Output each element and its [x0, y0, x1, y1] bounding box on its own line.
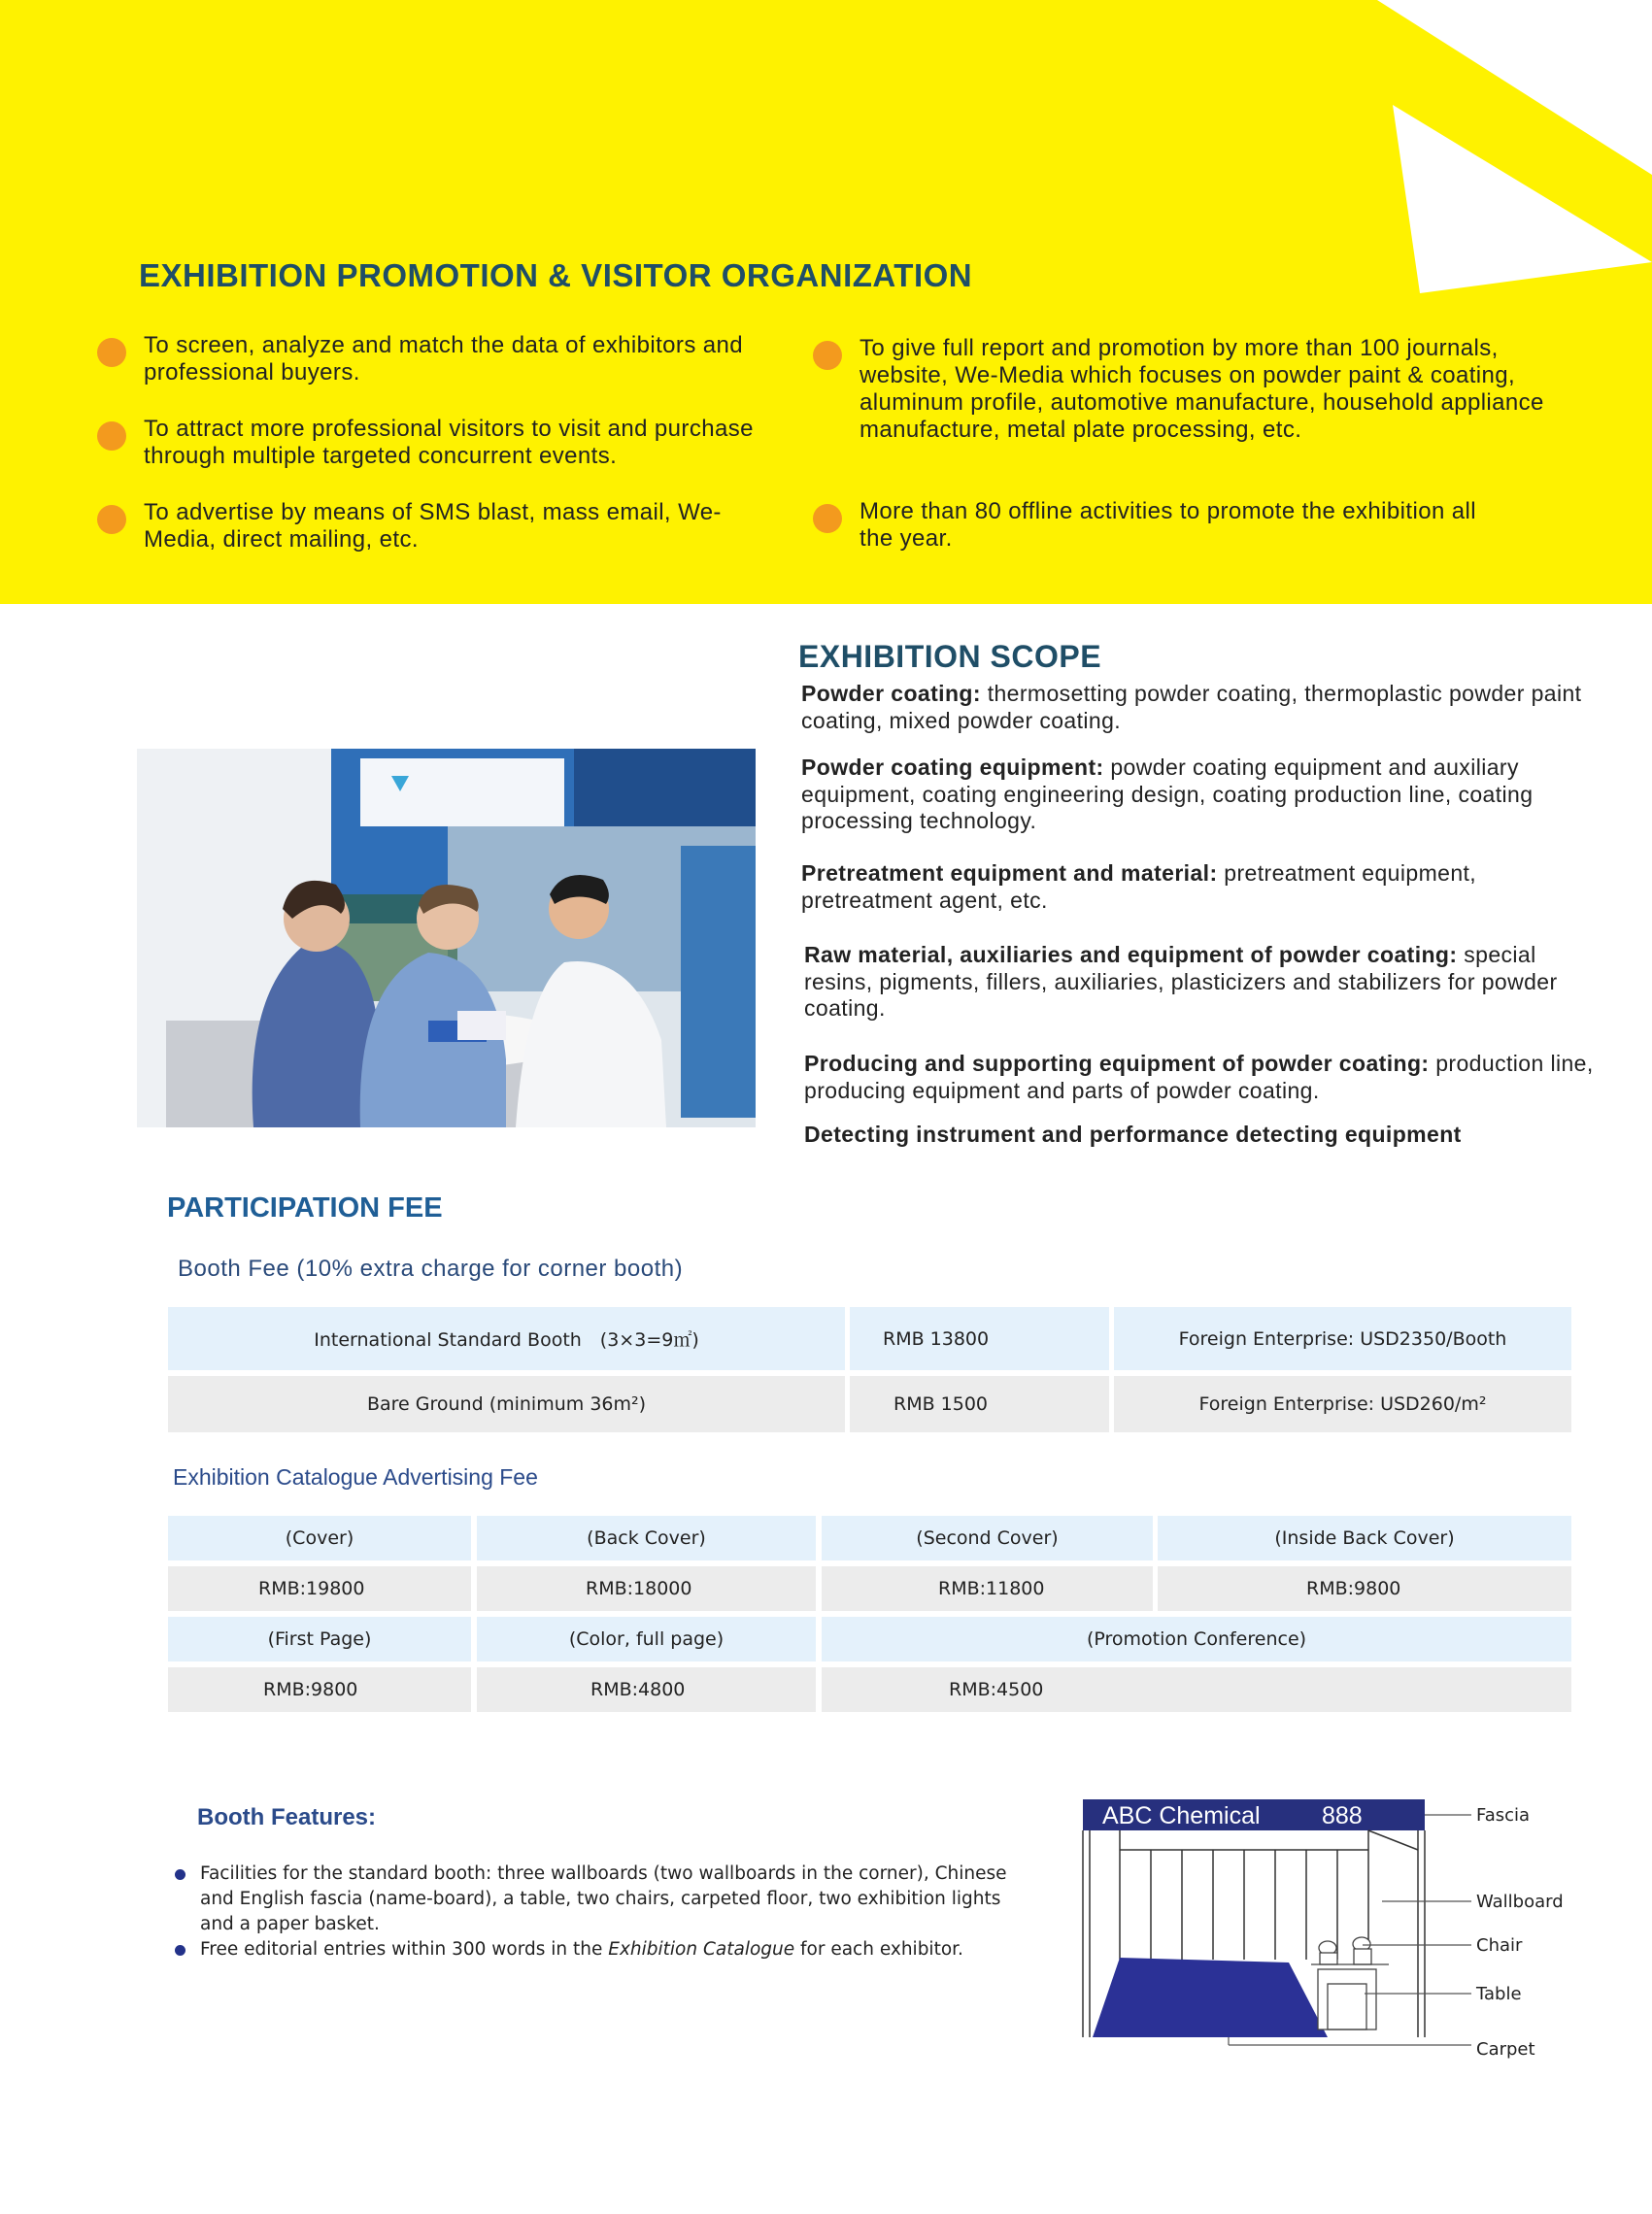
catalogue-label-cell: (Promotion Conference) — [822, 1617, 1571, 1661]
catalogue-price-cell: RMB:9800 — [168, 1667, 471, 1712]
scope-title: EXHIBITION SCOPE — [798, 639, 1102, 674]
bullet-icon — [175, 1945, 185, 1956]
bullet-icon — [175, 1869, 185, 1880]
orange-bullet-icon — [97, 338, 126, 367]
feature-item: Free editorial entries within 300 words in the Exhibition Catalogue for each exhibitor. — [175, 1937, 1039, 1962]
label-wallboard: Wallboard — [1476, 1892, 1564, 1912]
scope-item-powder-coating: Powder coating: thermosetting powder coating, thermoplastic powder paint coating, mixed powder coating. — [801, 681, 1582, 733]
fascia-booth-number: 888 — [1322, 1802, 1363, 1829]
label-table: Table — [1476, 1984, 1522, 2004]
features-title: Booth Features: — [197, 1804, 377, 1830]
orange-bullet-icon — [97, 421, 126, 451]
catalogue-price-cell: RMB:4500 — [822, 1667, 1571, 1712]
fascia-company-name: ABC Chemical — [1102, 1802, 1261, 1829]
booth-type-cell: International Standard Booth (3×3=9㎡) — [168, 1307, 845, 1370]
promotion-item: To attract more professional visitors to visit and purchase through multiple targeted concurrent events. — [97, 416, 796, 470]
scope-item-producing-equipment: Producing and supporting equipment of powder coating: production line, producing equipment and parts of powder coating. — [804, 1051, 1594, 1103]
catalogue-price-cell: RMB:19800 — [168, 1566, 471, 1611]
promotion-section — [0, 0, 1652, 604]
promotion-item: To give full report and promotion by more than 100 journals, website, We-Media which focuses on powder paint & coating, aluminum profile, automotive manufacture, household appliance manufacture, metal plate processing, etc. — [813, 335, 1570, 444]
label-carpet: Carpet — [1476, 2039, 1535, 2060]
booth-rmb-cell: RMB 13800 — [850, 1307, 1109, 1370]
orange-bullet-icon — [813, 341, 842, 370]
table-and-chairs — [1311, 1937, 1389, 2030]
promotion-item: To screen, analyze and match the data of exhibitors and professional buyers. — [97, 332, 777, 386]
exhibition-meeting-photo — [137, 749, 756, 1127]
catalogue-price-cell: RMB:11800 — [822, 1566, 1153, 1611]
orange-bullet-icon — [813, 504, 842, 533]
promotion-item: More than 80 offline activities to promote the exhibition all the year. — [813, 498, 1512, 553]
catalogue-label-cell: (Inside Back Cover) — [1158, 1516, 1571, 1560]
booth-foreign-cell: Foreign Enterprise: USD260/m² — [1114, 1376, 1571, 1432]
booth-foreign-cell: Foreign Enterprise: USD2350/Booth — [1114, 1307, 1571, 1370]
booth-type-cell: Bare Ground (minimum 36m²) — [168, 1376, 845, 1432]
standard-booth-diagram — [1073, 1790, 1578, 2066]
catalogue-price-cell: RMB:4800 — [477, 1667, 816, 1712]
promotion-item: To advertise by means of SMS blast, mass email, We-Media, direct mailing, etc. — [97, 499, 777, 554]
booth-fee-subtitle: Booth Fee (10% extra charge for corner booth) — [178, 1256, 684, 1282]
orange-bullet-icon — [97, 505, 126, 534]
feature-item: Facilities for the standard booth: three wallboards (two wallboards in the corner), Chinese and English fascia (name-board), a table, two chairs, carpeted floor, two exhibition lights and a paper basket. — [175, 1862, 1039, 1937]
catalogue-label-cell: (Second Cover) — [822, 1516, 1153, 1560]
scope-item-coating-equipment: Powder coating equipment: powder coating equipment and auxiliary equipment, coating engineering design, coating production line, coating processing technology. — [801, 755, 1534, 833]
catalogue-price-cell: RMB:18000 — [477, 1566, 816, 1611]
scope-item-raw-material: Raw material, auxiliaries and equipment of powder coating: special resins, pigments, fillers, auxiliaries, plasticizers and stabilizers for powder coating. — [804, 942, 1558, 1021]
label-fascia: Fascia — [1476, 1805, 1531, 1826]
catalogue-label-cell: (Back Cover) — [477, 1516, 816, 1560]
label-chair: Chair — [1476, 1935, 1523, 1956]
scope-item-detecting-instrument: Detecting instrument and performance detecting equipment — [804, 1122, 1462, 1147]
promotion-title: EXHIBITION PROMOTION & VISITOR ORGANIZATION — [139, 257, 973, 293]
catalogue-price-cell: RMB:9800 — [1158, 1566, 1571, 1611]
carpet-floor — [1093, 1958, 1328, 2037]
scope-item-pretreatment: Pretreatment equipment and material: pretreatment equipment, pretreatment agent, etc. — [801, 860, 1477, 913]
catalogue-fee-subtitle: Exhibition Catalogue Advertising Fee — [173, 1464, 538, 1490]
catalogue-label-cell: (First Page) — [168, 1617, 471, 1661]
catalogue-label-cell: (Color, full page) — [477, 1617, 816, 1661]
catalogue-label-cell: (Cover) — [168, 1516, 471, 1560]
fee-title: PARTICIPATION FEE — [167, 1192, 443, 1224]
booth-rmb-cell: RMB 1500 — [850, 1376, 1109, 1432]
